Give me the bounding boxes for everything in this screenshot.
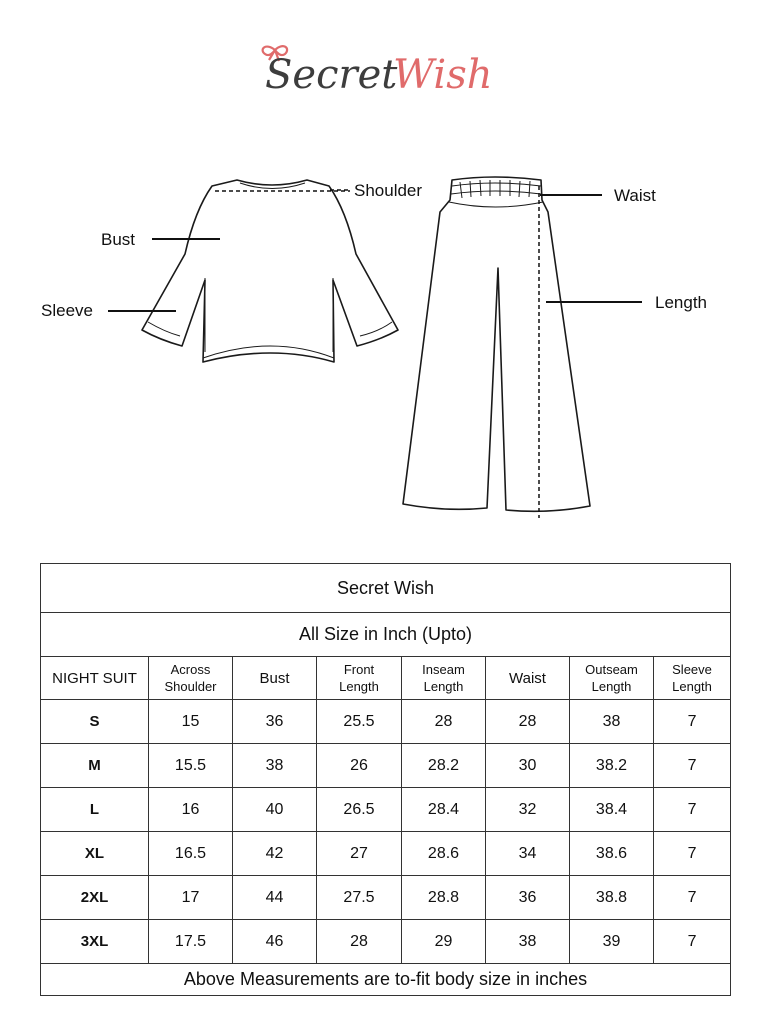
label-shoulder: Shoulder <box>354 181 423 200</box>
size-cell: 3XL <box>41 920 149 964</box>
measurement-cell: 26.5 <box>317 788 402 832</box>
measurement-cell: 40 <box>233 788 317 832</box>
measurement-cell: 7 <box>654 920 731 964</box>
logo-word-secret: Secret <box>265 52 398 98</box>
column-header-line2: Length <box>672 679 712 694</box>
measurement-cell: 34 <box>486 832 570 876</box>
measurement-cell: 44 <box>233 876 317 920</box>
brand-logo <box>255 30 525 100</box>
measurement-cell: 26 <box>317 744 402 788</box>
measurement-cell: 15.5 <box>149 744 233 788</box>
table-row <box>41 744 731 788</box>
column-header-line1: Front <box>343 662 375 677</box>
column-header-line1: Outseam <box>585 662 638 677</box>
measurement-cell: 38.8 <box>570 876 654 920</box>
column-header <box>402 657 486 700</box>
measurement-cell: 7 <box>654 832 731 876</box>
table-footer-note: Above Measurements are to-fit body size in inches <box>41 964 731 996</box>
table-row <box>41 832 731 876</box>
logo-word-wish: Wish <box>393 52 493 98</box>
measurement-cell: 30 <box>486 744 570 788</box>
column-header-line1: Waist <box>509 669 546 687</box>
size-cell: M <box>41 744 149 788</box>
column-header-line1: Sleeve <box>672 662 712 677</box>
column-header <box>233 657 317 700</box>
measurement-cell: 38.4 <box>570 788 654 832</box>
measurement-cell: 28.6 <box>402 832 486 876</box>
column-header-line1: Bust <box>259 669 290 687</box>
measurement-cell: 7 <box>654 700 731 744</box>
table-row <box>41 700 731 744</box>
measurement-cell: 38 <box>233 744 317 788</box>
measurement-cell: 28 <box>402 700 486 744</box>
measurement-cell: 28.8 <box>402 876 486 920</box>
size-chart-table <box>40 563 731 996</box>
measurement-cell: 25.5 <box>317 700 402 744</box>
column-header <box>486 657 570 700</box>
table-title: Secret Wish <box>41 564 731 613</box>
measurement-cell: 16.5 <box>149 832 233 876</box>
measurement-cell: 15 <box>149 700 233 744</box>
size-cell: L <box>41 788 149 832</box>
measurement-cell: 17 <box>149 876 233 920</box>
measurement-cell: 38 <box>486 920 570 964</box>
measurement-cell: 32 <box>486 788 570 832</box>
pants-garment <box>403 177 590 518</box>
column-header-line1: Inseam <box>422 662 465 677</box>
label-waist: Waist <box>614 186 656 205</box>
measurement-cell: 7 <box>654 876 731 920</box>
measurement-cell: 46 <box>233 920 317 964</box>
measurement-cell: 28.2 <box>402 744 486 788</box>
column-header-line1: Across <box>170 662 211 677</box>
table-row <box>41 876 731 920</box>
column-header-line1: NIGHT SUIT <box>52 669 137 687</box>
column-header-line2: Length <box>423 679 464 694</box>
label-length: Length <box>655 293 707 312</box>
measurement-cell: 27 <box>317 832 402 876</box>
table-body <box>41 700 731 964</box>
column-header <box>149 657 233 700</box>
column-header-line2: Length <box>591 679 632 694</box>
table-row <box>41 788 731 832</box>
measurement-cell: 7 <box>654 788 731 832</box>
measurement-cell: 38.2 <box>570 744 654 788</box>
column-header <box>654 657 731 700</box>
size-cell: S <box>41 700 149 744</box>
measurement-cell: 36 <box>486 876 570 920</box>
measurement-cell: 36 <box>233 700 317 744</box>
measurement-cell: 16 <box>149 788 233 832</box>
header-row <box>41 657 731 700</box>
table-row <box>41 920 731 964</box>
column-header <box>317 657 402 700</box>
garment-diagram <box>0 150 768 540</box>
measurement-cell: 29 <box>402 920 486 964</box>
measurement-cell: 28.4 <box>402 788 486 832</box>
size-cell: XL <box>41 832 149 876</box>
column-header-line2: Shoulder <box>164 679 217 694</box>
label-sleeve: Sleeve <box>41 301 93 320</box>
table-subtitle: All Size in Inch (Upto) <box>41 613 731 657</box>
measurement-cell: 38 <box>570 700 654 744</box>
size-cell: 2XL <box>41 876 149 920</box>
measurement-cell: 28 <box>486 700 570 744</box>
top-garment <box>142 180 398 362</box>
measurement-cell: 7 <box>654 744 731 788</box>
column-header <box>41 657 149 700</box>
column-header-line2: Length <box>339 679 379 694</box>
label-bust: Bust <box>101 230 136 249</box>
measurement-cell: 38.6 <box>570 832 654 876</box>
measurement-cell: 39 <box>570 920 654 964</box>
column-header <box>570 657 654 700</box>
measurement-cell: 42 <box>233 832 317 876</box>
measurement-cell: 28 <box>317 920 402 964</box>
measurement-cell: 17.5 <box>149 920 233 964</box>
measurement-cell: 27.5 <box>317 876 402 920</box>
